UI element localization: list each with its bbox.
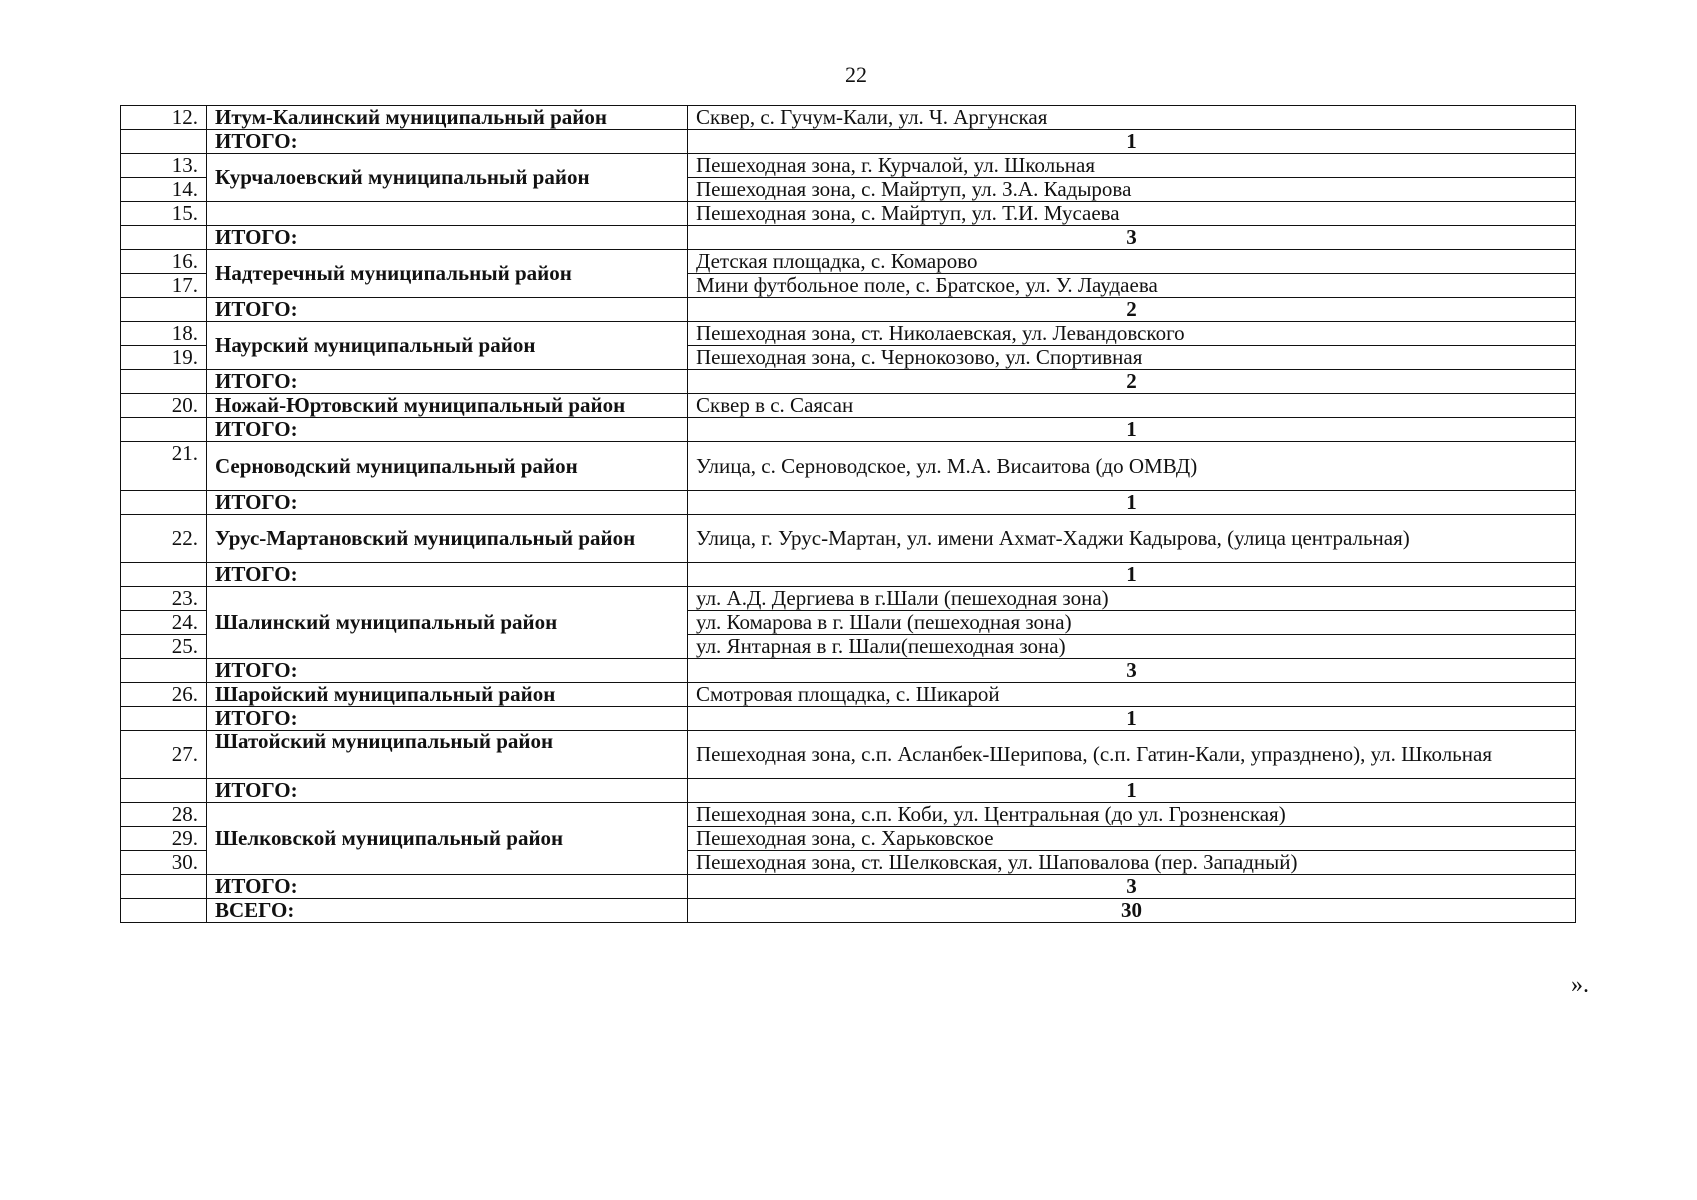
object-name: Мини футбольное поле, с. Братское, ул. У. Лаудаева xyxy=(688,274,1576,298)
total-row xyxy=(121,298,1576,322)
total-row xyxy=(121,130,1576,154)
total-label: ИТОГО: xyxy=(207,370,688,394)
object-name: Сквер в с. Саясан xyxy=(688,394,1576,418)
total-label: ИТОГО: xyxy=(207,875,688,899)
object-name: Детская площадка, с. Комарово xyxy=(688,250,1576,274)
district-name: Шаройский муниципальный район xyxy=(207,683,688,707)
closing-quote: ». xyxy=(1571,972,1589,998)
total-value: 1 xyxy=(688,491,1576,515)
empty-cell xyxy=(121,659,207,683)
district-name: Надтеречный муниципальный район xyxy=(207,250,688,298)
total-value: 3 xyxy=(688,659,1576,683)
table-row xyxy=(121,442,1576,491)
row-number: 23. xyxy=(121,587,207,611)
object-name: Пешеходная зона, с. Чернокозово, ул. Спортивная xyxy=(688,346,1576,370)
object-name: ул. Комарова в г. Шали (пешеходная зона) xyxy=(688,611,1576,635)
object-name: Смотровая площадка, с. Шикарой xyxy=(688,683,1576,707)
row-number: 16. xyxy=(121,250,207,274)
district-name: Шатойский муниципальный район xyxy=(207,731,688,779)
row-number: 17. xyxy=(121,274,207,298)
total-label: ИТОГО: xyxy=(207,779,688,803)
district-name: Курчалоевский муниципальный район xyxy=(207,154,688,202)
total-row xyxy=(121,779,1576,803)
empty-cell xyxy=(121,707,207,731)
object-name: Пешеходная зона, с.п. Асланбек-Шерипова, (с.п. Гатин-Кали, упразднено), ул. Школьная xyxy=(688,731,1576,779)
row-number: 20. xyxy=(121,394,207,418)
object-name: Улица, г. Урус-Мартан, ул. имени Ахмат-Хаджи Кадырова, (улица центральная) xyxy=(688,515,1576,563)
object-name: ул. Янтарная в г. Шали(пешеходная зона) xyxy=(688,635,1576,659)
row-number: 28. xyxy=(121,803,207,827)
empty-cell xyxy=(121,370,207,394)
total-value: 3 xyxy=(688,875,1576,899)
empty-cell xyxy=(121,899,207,923)
object-name: Пешеходная зона, ст. Шелковская, ул. Шаповалова (пер. Западный) xyxy=(688,851,1576,875)
object-name: ул. А.Д. Дергиева в г.Шали (пешеходная зона) xyxy=(688,587,1576,611)
row-number: 24. xyxy=(121,611,207,635)
object-name: Пешеходная зона, с. Харьковское xyxy=(688,827,1576,851)
district-name: Наурский муниципальный район xyxy=(207,322,688,370)
district-name: Серноводский муниципальный район xyxy=(207,442,688,491)
total-value: 3 xyxy=(688,226,1576,250)
table-row xyxy=(121,154,1576,178)
table-row xyxy=(121,587,1576,611)
total-label: ИТОГО: xyxy=(207,130,688,154)
row-number: 29. xyxy=(121,827,207,851)
total-row xyxy=(121,563,1576,587)
total-value: 1 xyxy=(688,418,1576,442)
table-row xyxy=(121,803,1576,827)
table-row xyxy=(121,394,1576,418)
total-value: 2 xyxy=(688,370,1576,394)
district-name: Шалинский муниципальный район xyxy=(207,587,688,659)
table-row xyxy=(121,106,1576,130)
table-row xyxy=(121,250,1576,274)
row-number: 22. xyxy=(121,515,207,563)
total-label: ИТОГО: xyxy=(207,418,688,442)
row-number: 26. xyxy=(121,683,207,707)
total-value: 1 xyxy=(688,779,1576,803)
total-row xyxy=(121,707,1576,731)
empty-cell xyxy=(121,418,207,442)
district-name: Урус-Мартановский муниципальный район xyxy=(207,515,688,563)
empty-cell xyxy=(207,202,688,226)
empty-cell xyxy=(121,875,207,899)
row-number: 30. xyxy=(121,851,207,875)
empty-cell xyxy=(121,130,207,154)
total-row xyxy=(121,418,1576,442)
row-number: 15. xyxy=(121,202,207,226)
object-name: Улица, с. Серноводское, ул. М.А. Висаитова (до ОМВД) xyxy=(688,442,1576,491)
total-label: ИТОГО: xyxy=(207,563,688,587)
row-number: 21. xyxy=(121,442,207,491)
total-label: ИТОГО: xyxy=(207,226,688,250)
district-name: Шелковской муниципальный район xyxy=(207,803,688,875)
total-label: ИТОГО: xyxy=(207,491,688,515)
table-row xyxy=(121,515,1576,563)
total-label: ИТОГО: xyxy=(207,707,688,731)
district-name: Ножай-Юртовский муниципальный район xyxy=(207,394,688,418)
total-label: ИТОГО: xyxy=(207,298,688,322)
object-name: Пешеходная зона, с. Майртуп, ул. Т.И. Мусаева xyxy=(688,202,1576,226)
row-number: 13. xyxy=(121,154,207,178)
object-name: Пешеходная зона, ст. Николаевская, ул. Левандовского xyxy=(688,322,1576,346)
total-value: 2 xyxy=(688,298,1576,322)
row-number: 18. xyxy=(121,322,207,346)
total-row xyxy=(121,659,1576,683)
total-row xyxy=(121,370,1576,394)
row-number: 12. xyxy=(121,106,207,130)
improvement-objects-table xyxy=(120,105,1576,923)
object-name: Пешеходная зона, с.п. Коби, ул. Центральная (до ул. Грозненская) xyxy=(688,803,1576,827)
object-name: Пешеходная зона, г. Курчалой, ул. Школьная xyxy=(688,154,1576,178)
total-row xyxy=(121,226,1576,250)
row-number: 14. xyxy=(121,178,207,202)
row-number: 19. xyxy=(121,346,207,370)
total-row xyxy=(121,491,1576,515)
grand-total-label: ВСЕГО: xyxy=(207,899,688,923)
grand-total-value: 30 xyxy=(688,899,1576,923)
district-name: Итум-Калинский муниципальный район xyxy=(207,106,688,130)
total-value: 1 xyxy=(688,130,1576,154)
row-number: 27. xyxy=(121,731,207,779)
table-row xyxy=(121,322,1576,346)
empty-cell xyxy=(121,491,207,515)
row-number: 25. xyxy=(121,635,207,659)
table-row xyxy=(121,683,1576,707)
total-label: ИТОГО: xyxy=(207,659,688,683)
empty-cell xyxy=(121,779,207,803)
empty-cell xyxy=(121,298,207,322)
object-name: Сквер, с. Гучум-Кали, ул. Ч. Аргунская xyxy=(688,106,1576,130)
object-name: Пешеходная зона, с. Майртуп, ул. З.А. Кадырова xyxy=(688,178,1576,202)
total-row xyxy=(121,875,1576,899)
table-row xyxy=(121,202,1576,226)
page-number: 22 xyxy=(845,62,867,87)
grand-total-row xyxy=(121,899,1576,923)
empty-cell xyxy=(121,226,207,250)
table-row xyxy=(121,731,1576,779)
total-value: 1 xyxy=(688,563,1576,587)
empty-cell xyxy=(121,563,207,587)
total-value: 1 xyxy=(688,707,1576,731)
